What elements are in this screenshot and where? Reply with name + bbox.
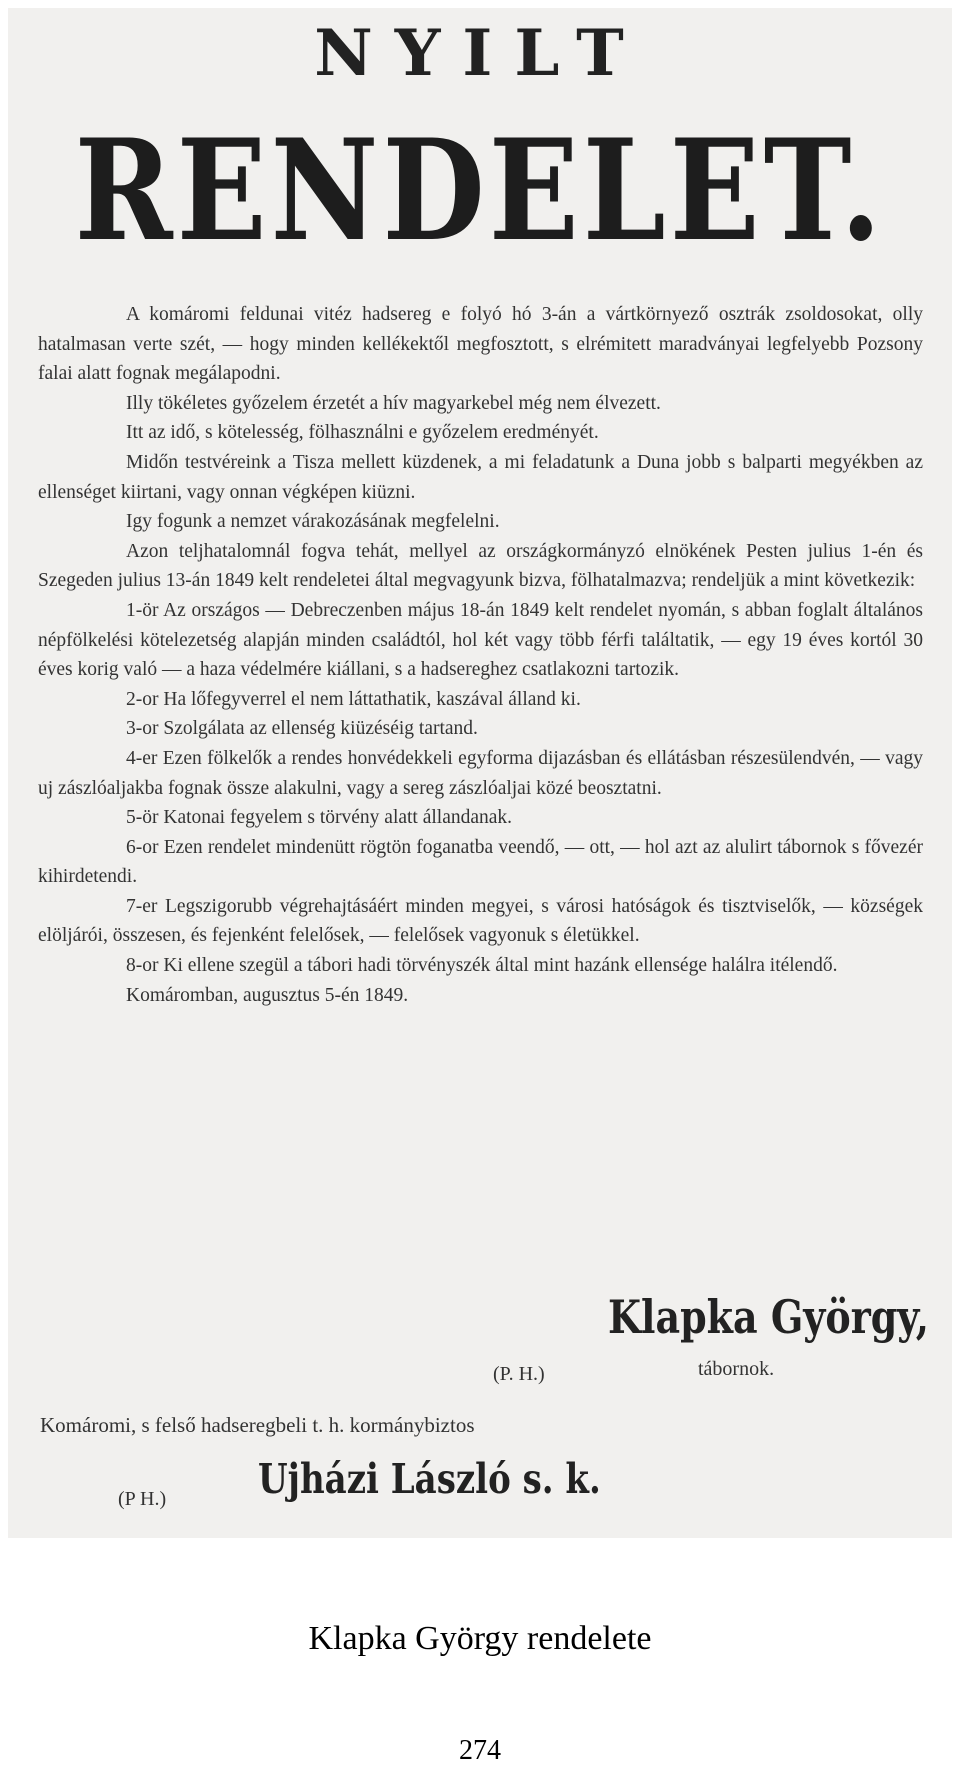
signature-klapka: Klapka György, (608, 1290, 929, 1344)
signature-title: tábornok. (698, 1358, 775, 1380)
paragraph: 2-or Ha lőfegyverrel el nem láttathatik, kaszával álland ki. (126, 688, 581, 710)
paragraph: A komáromi feldunai vitéz hadsereg e folyó hó 3-án a vártkörnyező osztrák zsoldosokat, olly hatalmasan verte szét, — hogy minden kellékektől megfosztott, s elrémitett maradványai legfelyebb Pozsony falai alatt fognak megálapodni. (38, 304, 923, 385)
figure-caption: Klapka György rendelete (308, 1620, 652, 1657)
paragraph: Igy fogunk a nemzet várakozásának megfelelni. (126, 511, 500, 533)
paragraph: Azon teljhatalomnál fogva tehát, mellyel az országkormányzó elnökének Pesten julius 1-én és Szegeden julius 13-án 1849 kelt rendeletei által megvagyunk bizva, fölhatalmazva; rendeljük a mint következik: (38, 540, 923, 592)
paragraph: 3-or Szolgálata az ellenség kiüzéséig tartand. (126, 718, 478, 740)
document-body (38, 300, 923, 1010)
paragraph: Midőn testvéreink a Tisza mellett küzdenek, a mi feladatunk a Duna jobb s balparti megyékben az ellenséget kiirtani, vagy onnan végképen kiüzni. (38, 451, 923, 503)
seal-placeholder-2: (P H.) (118, 1488, 167, 1510)
paragraph: 5-ör Katonai fegyelem s törvény alatt állandanak. (126, 807, 513, 829)
seal-placeholder-1: (P. H.) (493, 1363, 545, 1385)
paragraph: 8-or Ki ellene szegül a tábori hadi törvényszék által mint hazánk ellensége halálra itélendő. (126, 955, 838, 977)
document-title-top: NYILT (314, 16, 646, 91)
paragraph: 1-ör Az országos — Debreczenben május 18-án 1849 kelt rendelet nyomán, s abban foglalt általános népfölkelési kötelezetség alapján minden családtól, hol két vagy több férfi találtatik, — egy 19 éves kortól 30 éves korig való — a haza védelmére kiállani, s a hadsereghez csatlakozni tartozik. (38, 599, 923, 681)
scanned-document (8, 8, 952, 1538)
paragraph: 7-er Legszigorubb végrehajtásáért minden megyei, s városi hatóságok és tisztviselők, — községek elöljárói, összesen, és fejenként felelősek, — felelősek vagyonuk s életükkel. (38, 895, 923, 947)
paragraph: 6-or Ezen rendelet mindenütt rögtön foganatba veendő, — ott, — hol azt az alulirt tábornok s fővezér kihirdetendi. (38, 836, 923, 888)
page-number: 274 (459, 1735, 501, 1766)
paragraph: 4-er Ezen fölkelők a rendes honvédekkeli egyforma dijazásban és ellátásban részesülendvén, — vagy uj zászlóaljakba fognak össze alakulni, vagy a sereg zászlóaljai közé beosztatni. (38, 747, 923, 799)
signature-ujhazi: Ujházi László s. k. (258, 1456, 601, 1504)
commissioner-line: Komáromi, s felső hadseregbeli t. h. kormánybiztos (40, 1413, 475, 1437)
paragraph: Illy tökéletes győzelem érzetét a hív magyarkebel még nem élvezett. (126, 392, 661, 414)
paragraph: Itt az idő, s kötelesség, fölhasználni e győzelem eredményét. (126, 422, 599, 444)
date-line: Komáromban, augusztus 5-én 1849. (126, 984, 409, 1006)
document-title-main: RENDELET. (74, 108, 886, 273)
